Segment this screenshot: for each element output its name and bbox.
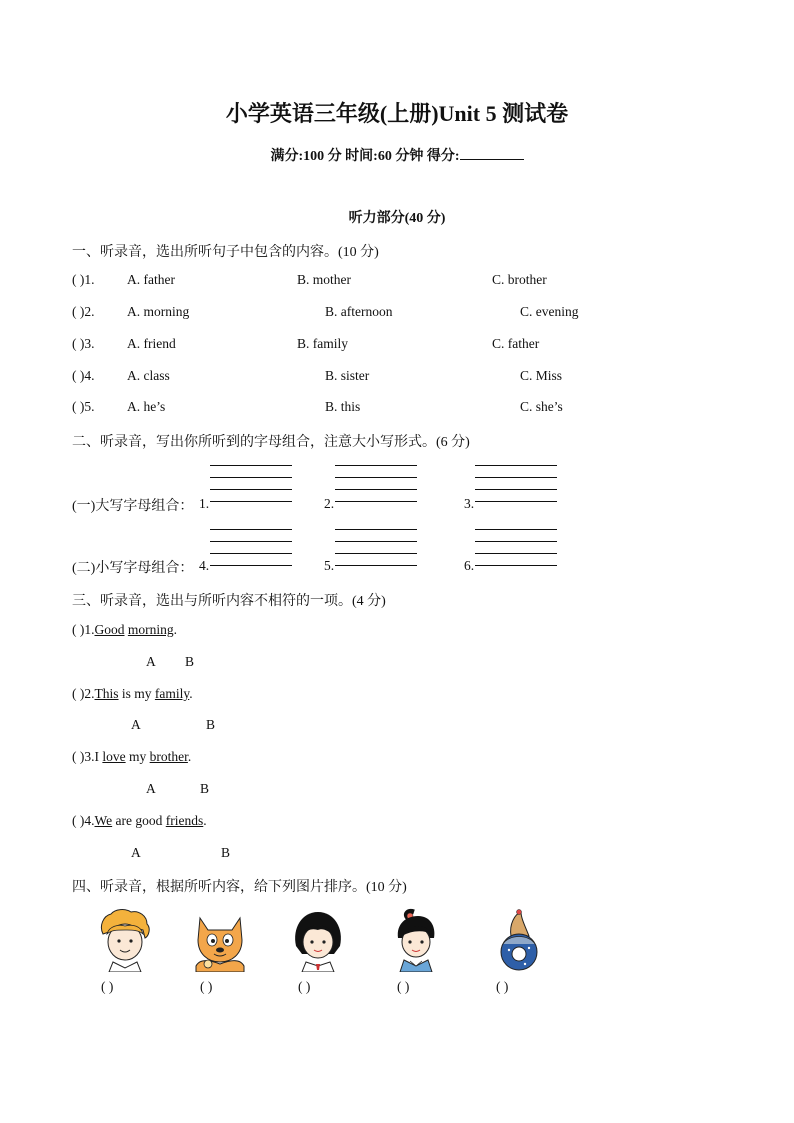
part1-item-num: ( )4. [72,368,95,383]
option-a: A. he’s [127,399,166,414]
choice-b: B [206,717,216,732]
uppercase-label: (一)大写字母组合： [72,499,194,514]
sentence-end: . [203,813,207,828]
order-blank[interactable]: ( ) [496,979,509,994]
option-b: B. mother [297,272,351,287]
option-c: C. evening [520,304,579,319]
part3-sentence [72,749,191,765]
sentence-end: . [189,686,193,701]
option-a: A. father [127,272,175,287]
part1-item-num: ( )3. [72,336,95,351]
sentence-text: my [125,749,150,764]
underlined-word: Good [94,622,125,637]
option-b: B. sister [325,368,370,383]
option-a: A. morning [127,304,190,319]
underlined-word: This [94,686,119,701]
part3-sentence [72,813,207,829]
option-b: B. afternoon [325,304,393,319]
part1-item-num: ( )2. [72,304,95,319]
score-info [0,145,794,165]
girl-ponytail-icon [386,908,446,972]
choice-a: A [131,845,141,860]
score-info-text: 满分:100 分 时间:60 分钟 得分: [270,149,460,164]
blank-number: 3. [464,496,475,511]
cat-icon [190,908,250,972]
writing-lines-1[interactable] [210,465,292,521]
writing-lines-3[interactable] [475,465,557,521]
underlined-word: brother [149,749,188,764]
score-blank[interactable] [460,147,524,160]
order-blank[interactable]: ( ) [101,979,114,994]
choice-b: B [200,781,210,796]
underlined-word: family [154,686,190,701]
sentence-pre: I [94,749,103,764]
writing-lines-4[interactable] [210,529,292,585]
underlined-word: friends [165,813,204,828]
order-blank[interactable]: ( ) [397,979,410,994]
blank-number: 2. [324,496,335,511]
part3-sentence [72,686,193,702]
part3-heading: 三、听录音，选出与所听内容不相符的一项。(4 分) [72,594,386,609]
sentence-text: is my [118,686,155,701]
option-c: C. Miss [520,368,563,383]
option-b: B. family [297,336,348,351]
blank-number: 4. [199,558,210,573]
part1-heading: 一、听录音，选出所听句子中包含的内容。(10 分) [72,245,379,260]
writing-lines-2[interactable] [335,465,417,521]
writing-lines-6[interactable] [475,529,557,585]
boy-curly-hair-icon [95,908,155,972]
item-num: ( )4. [72,813,95,828]
choice-a: A [146,781,156,796]
choice-a: A [131,717,141,732]
option-a: A. friend [127,336,176,351]
part1-item-num: ( )5. [72,399,95,414]
part2-heading: 二、听录音，写出你所听到的字母组合，注意大小写形式。(6 分) [72,435,470,450]
order-blank[interactable]: ( ) [200,979,213,994]
order-blank[interactable]: ( ) [298,979,311,994]
underlined-word: We [94,813,113,828]
blank-number: 6. [464,558,475,573]
page-title: 小学英语三年级(上册)Unit 5 测试卷 [225,101,569,126]
choice-b: B [185,654,195,669]
underlined-word: morning [127,622,174,637]
part4-heading: 四、听录音，根据所听内容，给下列图片排序。(10 分) [72,880,407,895]
option-c: C. father [492,336,540,351]
sentence-end: . [187,749,192,764]
sentence-end: . [173,622,177,637]
blank-number: 5. [324,558,335,573]
option-c: C. she’s [520,399,563,414]
lowercase-label: (二)小写字母组合： [72,561,194,576]
part3-sentence [72,622,177,638]
part1-item-num: ( )1. [72,272,95,287]
sentence-text: are good [112,813,166,828]
option-b: B. this [325,399,361,414]
choice-a: A [146,654,156,669]
item-num: ( )3. [72,749,95,764]
option-a: A. class [127,368,170,383]
girl-short-hair-icon [288,908,348,972]
blank-number: 1. [199,496,210,511]
item-num: ( )1. [72,622,95,637]
writing-lines-5[interactable] [335,529,417,585]
section-title: 听力部分(40 分) [348,211,446,226]
item-num: ( )2. [72,686,95,701]
ring-cake-icon [489,908,549,972]
choice-b: B [221,845,231,860]
underlined-word: love [102,749,126,764]
option-c: C. brother [492,272,547,287]
